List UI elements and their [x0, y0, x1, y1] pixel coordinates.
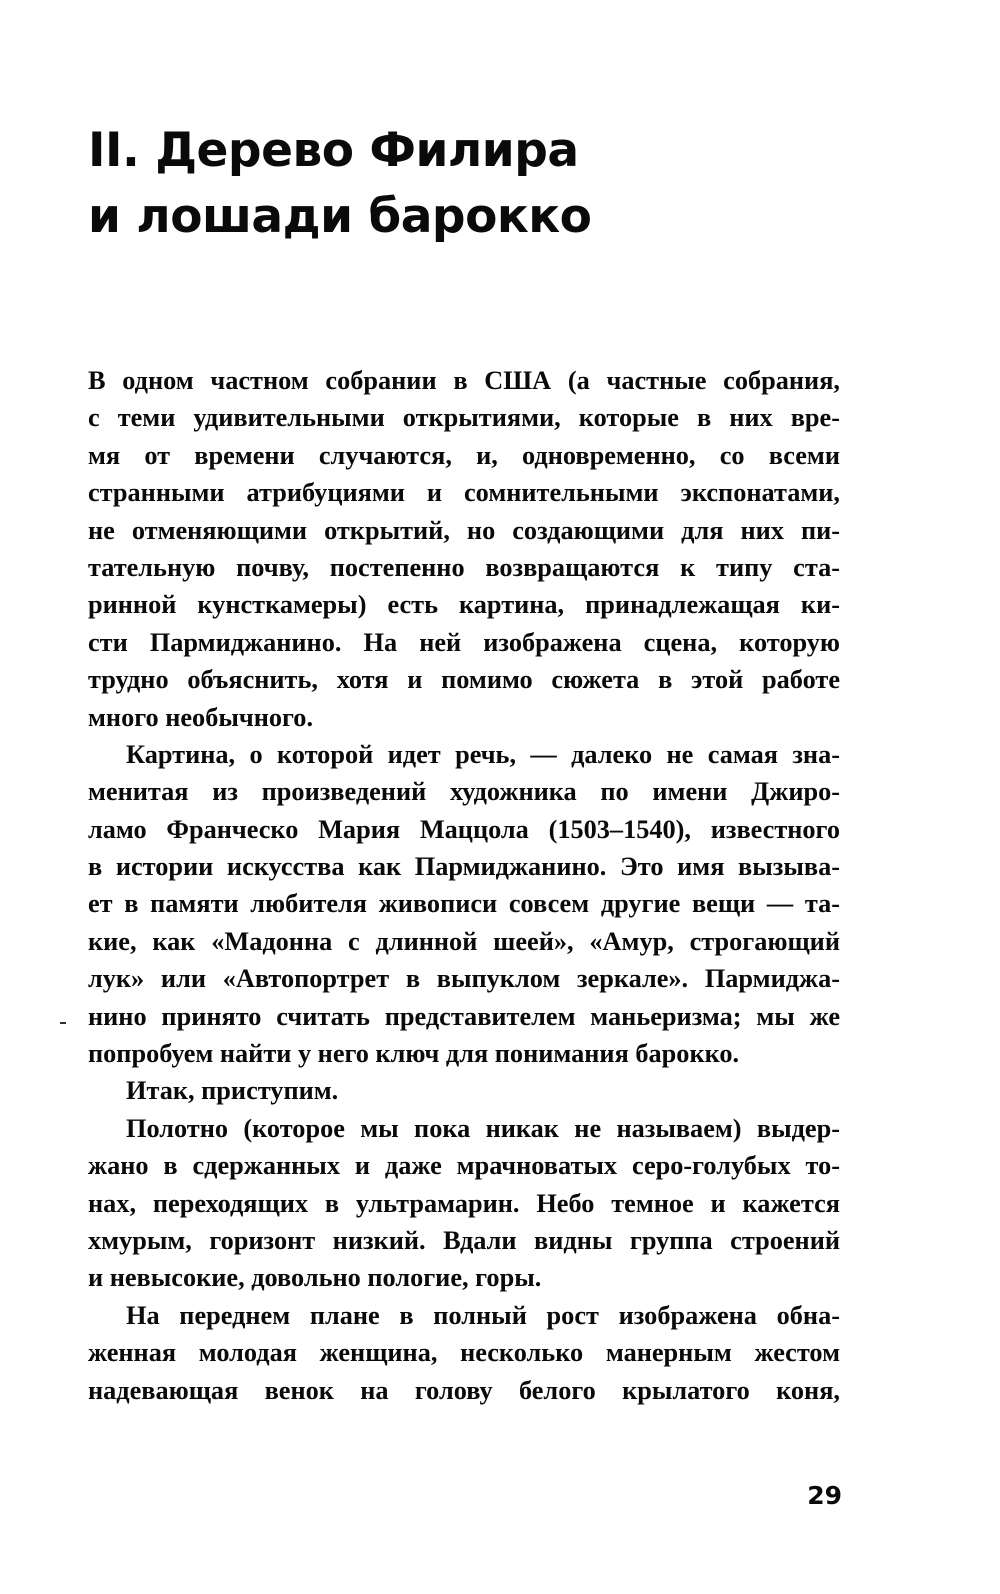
text-line: много необычного. — [88, 702, 314, 732]
text-line: кие, как «Мадонна с длинной шеей», «Амур, строгающий — [88, 926, 840, 956]
text-line: не отменяющими открытий, но создающими для них пи- — [88, 515, 840, 545]
text-line: ет в памяти любителя живописи совсем другие вещи — та- — [88, 889, 840, 919]
text-line: хмурым, горизонт низкий. Вдали видны группа строений — [88, 1225, 840, 1255]
text-line: На переднем плане в полный рост изображена обна- — [126, 1300, 840, 1330]
text-line: ламо Франческо Мария Маццола (1503–1540), известного — [88, 814, 840, 844]
chapter-title-line: и лошади барокко — [88, 189, 592, 244]
text-line: сти Пармиджанино. На ней изображена сцена, которую — [88, 627, 840, 657]
text-line: в истории искусства как Пармиджанино. Это имя вызыва- — [88, 852, 840, 882]
text-line: трудно объяснить, хотя и помимо сюжета в этой работе — [88, 665, 840, 695]
margin-mark — [60, 1022, 66, 1024]
text-line: надевающая венок на голову белого крылатого коня, — [88, 1375, 840, 1405]
page-number: 29 — [807, 1481, 842, 1510]
chapter-title-line: II. Дерево Филира — [88, 123, 579, 178]
text-line: ринной кунсткамеры) есть картина, принадлежащая ки- — [88, 590, 840, 620]
text-line: В одном частном собрании в США (а частные собрания, — [88, 366, 840, 395]
text-line: мя от времени случаются, и, одновременно, со всеми — [88, 440, 840, 470]
text-line: жано в сдержанных и даже мрачноватых серо-голубых то- — [88, 1151, 840, 1181]
text-line: нах, переходящих в ультрамарин. Небо темное и кажется — [88, 1188, 840, 1218]
text-line: женная молодая женщина, несколько манерным жестом — [88, 1338, 840, 1368]
text-line: нино принято считать представителем маньеризма; мы же — [88, 1001, 840, 1031]
text-line: попробуем найти у него ключ для понимания барокко. — [88, 1039, 740, 1069]
text-line: Полотно (которое мы пока никак не называем) выдер- — [126, 1113, 840, 1143]
text-line: странными атрибуциями и сомнительными экспонатами, — [88, 478, 840, 508]
text-line: менитая из произведений художника по имени Джиро- — [88, 777, 840, 807]
text-line: и невысокие, довольно пологие, горы. — [88, 1263, 542, 1293]
text-line: тательную почву, постепенно возвращаются к типу ста- — [88, 552, 840, 582]
text-line: лук» или «Автопортрет в выпуклом зеркале». Пармиджа- — [88, 964, 840, 994]
chapter-title — [88, 118, 888, 250]
text-line: с теми удивительными открытиями, которые в них вре- — [88, 403, 840, 433]
text-line: Картина, о которой идет речь, — далеко не самая зна- — [126, 739, 840, 769]
text-line: Итак, приступим. — [126, 1076, 339, 1106]
body-text — [88, 362, 840, 1409]
